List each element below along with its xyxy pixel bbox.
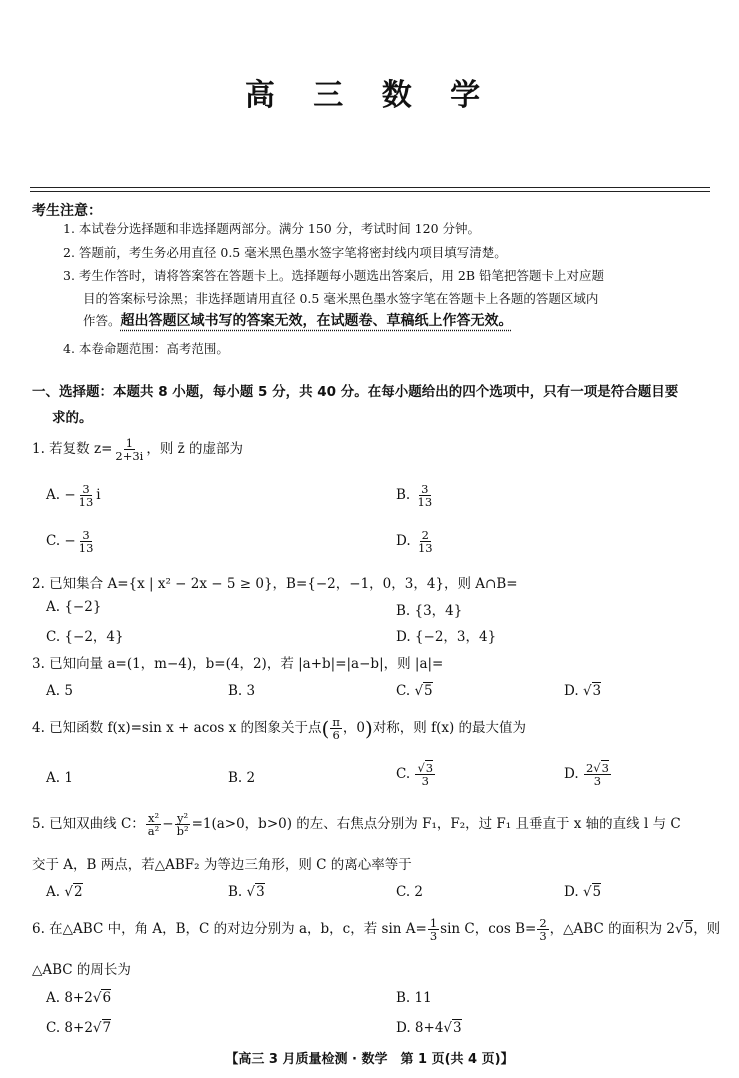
question-6: 6. 在△ABC 中，角 A，B，C 的对边分别为 a，b，c，若 sin A= $\frac{1}{3}$ sin C，cos B= $\frac{2}{3}$ ，△ABC 的面积为 2√5，则 — [32, 916, 721, 943]
q3-c-rad: 5 — [424, 683, 433, 699]
q1-b-den: 13 — [417, 495, 433, 509]
q5-suffix: =1(a>0，b>0) 的左、右焦点分别为 F₁，F₂，过 F₁ 且垂直于 x 轴的直线 l 与 C — [191, 816, 681, 832]
q6-c-rad: 7 — [102, 1020, 112, 1036]
q1-c-den: 13 — [78, 541, 94, 555]
q4-pt-den: 6 — [332, 728, 340, 742]
notice-item-3: 3. 考生作答时，请将答案答在答题卡上。选择题每小题选出答案后，用 2B 铅笔把答题卡上对应题 — [63, 268, 604, 283]
question-2: 2. 已知集合 A={x | x² − 2x − 5 ≥ 0}，B={−2，−1，0，3，4}，则 A∩B= — [32, 576, 518, 592]
notice-item-4: 4. 本卷命题范围：高考范围。 — [63, 341, 229, 356]
q4-c-num: √3 — [417, 761, 434, 775]
q1-option-b — [396, 483, 435, 508]
q6-suffix-b: ，则 — [693, 921, 721, 937]
question-5 — [32, 812, 681, 837]
question-1 — [32, 437, 243, 462]
q3-d-rad: 3 — [592, 683, 602, 699]
q1-option-c — [46, 529, 96, 554]
q5-option-c: C. 2 — [396, 884, 424, 900]
q4-point-frac — [330, 716, 342, 741]
q3-c-label: C. — [396, 683, 415, 699]
q1-prefix: 1. 若复数 z= — [32, 441, 113, 457]
divider-bottom — [30, 191, 710, 192]
q4-d-frac — [584, 762, 611, 787]
q6-prefix: 6. 在△ABC 中，角 A，B，C 的对边分别为 a，b，c，若 sin A= — [32, 921, 427, 937]
q2-option-a: A. {−2} — [46, 599, 102, 615]
q6-option-a: A. 8+2√6 — [46, 990, 112, 1006]
q1-option-a — [46, 483, 101, 508]
page-title: 高 三 数 学 — [244, 78, 495, 113]
q1-a-frac — [77, 483, 96, 508]
q4-option-b: B. 2 — [228, 770, 256, 786]
q6-frac-2 — [537, 917, 548, 942]
q4-c-label: C. — [396, 766, 415, 782]
q1-a-tail: i — [96, 487, 101, 503]
q1-d-label: D. — [396, 533, 415, 549]
notice-item-2: 2. 答题前，考生务必用直径 0.5 毫米黑色墨水签字笔将密封线内项目填写清楚。 — [63, 245, 507, 260]
q2-option-b: B. {3，4} — [396, 603, 463, 619]
q5-frac-x — [146, 812, 161, 837]
q5-option-a: A. √2 — [46, 884, 83, 900]
q1-den: 2+3i — [115, 449, 144, 463]
q5-option-b: B. √3 — [228, 884, 265, 900]
q1-d-num: 2 — [421, 528, 429, 542]
notice-item-3-prefix: 作答。 — [83, 313, 121, 328]
q6-d-rad: 3 — [453, 1020, 462, 1036]
q3-option-d: D. √3 — [564, 683, 602, 699]
q4-d-den: 3 — [593, 774, 602, 788]
q4-suffix: 对称，则 f(x) 的最大值为 — [372, 720, 527, 736]
q3-option-a: A. 5 — [46, 683, 73, 699]
q4-c-rad: 3 — [425, 761, 434, 775]
q6-f2-den: 3 — [539, 929, 547, 943]
divider-top — [30, 187, 710, 188]
q6-f2-num: 2 — [539, 916, 547, 930]
q6-a-rad: 6 — [102, 990, 112, 1006]
q4-d-coef: 2 — [585, 761, 594, 775]
notice-heading: 考生注意： — [32, 203, 102, 219]
question-3: 3. 已知向量 a=(1，m−4)，b=(4，2)，若 |a+b|=|a−b|，则 |a|= — [32, 656, 444, 672]
question-4: 4. 已知函数 f(x)=sin x + acos x 的图象关于点( $\frac{\pi}{6}$ ，0)对称，则 f(x) 的最大值为 — [32, 715, 527, 742]
q4-prefix: 4. 已知函数 f(x)=sin x + acos x 的图象关于点 — [32, 720, 322, 736]
q5-line2: 交于 A，B 两点，若△ABF₂ 为等边三角形，则 C 的离心率等于 — [32, 857, 412, 873]
q6-line2: △ABC 的周长为 — [32, 962, 131, 978]
q2-option-c: C. {−2，4} — [46, 629, 124, 645]
q1-option-d — [396, 529, 436, 554]
q5-f2-den: b² — [176, 824, 189, 838]
q6-f1-den: 3 — [429, 929, 438, 943]
q6-suffix-a: ，△ABC 的面积为 2 — [549, 921, 675, 937]
q1-d-den: 13 — [417, 541, 433, 555]
q6-mid: sin C，cos B= — [440, 921, 537, 937]
q5-d-rad: 5 — [592, 884, 602, 900]
q1-c-label: C. − — [46, 533, 76, 549]
q4-option-d — [564, 762, 612, 787]
q5-b-label: B. — [228, 884, 247, 900]
page-footer: 【高三 3 月质量检测 · 数学 第 1 页(共 4 页)】 — [225, 1052, 514, 1067]
q6-option-b: B. 11 — [396, 990, 432, 1006]
q4-option-c — [396, 762, 436, 787]
q6-option-d: D. 8+4√3 — [396, 1020, 462, 1036]
notice-emphasis: 超出答题区域书写的答案无效，在试题卷、草稿纸上作答无效。 — [120, 313, 513, 329]
q5-a-rad: 2 — [73, 884, 83, 900]
q5-prefix: 5. 已知双曲线 C： — [32, 816, 145, 832]
q6-frac-1 — [428, 917, 439, 942]
q5-frac-y — [175, 812, 191, 837]
q1-a-label: A. − — [46, 487, 76, 503]
q1-a-num: 3 — [82, 482, 90, 496]
section-heading-line2: 求的。 — [52, 410, 93, 426]
q5-option-d: D. √5 — [564, 884, 602, 900]
q5-d-label: D. — [564, 884, 583, 900]
notice-item-3-line2: 目的答案标号涂黑；非选择题请用直径 0.5 毫米黑色墨水签字笔在答题卡上各题的答题区域内 — [83, 291, 599, 306]
q1-fraction — [113, 437, 145, 462]
q4-d-num: 2√3 — [585, 761, 609, 775]
q4-d-rad: 3 — [601, 761, 609, 775]
q3-option-c: C. √5 — [396, 683, 433, 699]
q4-pt-tail: ，0 — [342, 720, 365, 736]
notice-item-3-line3 — [83, 312, 513, 330]
q5-b-rad: 3 — [256, 884, 265, 900]
q1-c-num: 3 — [82, 528, 90, 542]
section-heading-line1: 一、选择题：本题共 8 小题，每小题 5 分，共 40 分。在每小题给出的四个选项中，只有一项是符合题目要 — [32, 384, 679, 400]
q1-suffix: ，则 z̄ 的虚部为 — [146, 441, 244, 457]
q4-c-frac — [415, 762, 435, 787]
q1-c-frac — [77, 529, 96, 554]
q4-pt-num: π — [332, 715, 340, 729]
notice-item-1: 1. 本试卷分选择题和非选择题两部分。满分 150 分，考试时间 120 分钟。 — [63, 221, 481, 236]
q1-b-frac — [416, 483, 435, 508]
q5-f2-num: y² — [177, 811, 189, 825]
q3-option-b: B. 3 — [228, 683, 256, 699]
q1-num: 1 — [125, 436, 134, 450]
q1-b-num: 3 — [421, 482, 429, 496]
q6-d-label: D. 8+4 — [396, 1020, 444, 1036]
q6-c-label: C. 8+2 — [46, 1020, 93, 1036]
q1-a-den: 13 — [78, 495, 94, 509]
q6-suffix-rad: 5 — [684, 921, 694, 937]
q6-option-c: C. 8+2√7 — [46, 1020, 112, 1036]
q5-a-label: A. — [46, 884, 65, 900]
q5-minus: − — [162, 816, 174, 832]
q2-option-d: D. {−2，3，4} — [396, 629, 497, 645]
q6-f1-num: 1 — [429, 916, 438, 930]
q5-f1-den: a² — [147, 824, 160, 838]
q4-c-den: 3 — [421, 774, 429, 788]
q1-d-frac — [416, 529, 435, 554]
q6-a-label: A. 8+2 — [46, 990, 93, 1006]
q1-b-label: B. — [396, 487, 415, 503]
q4-d-label: D. — [564, 766, 583, 782]
q5-f1-num: x² — [147, 811, 160, 825]
q3-d-label: D. — [564, 683, 583, 699]
q4-option-a: A. 1 — [46, 770, 73, 786]
